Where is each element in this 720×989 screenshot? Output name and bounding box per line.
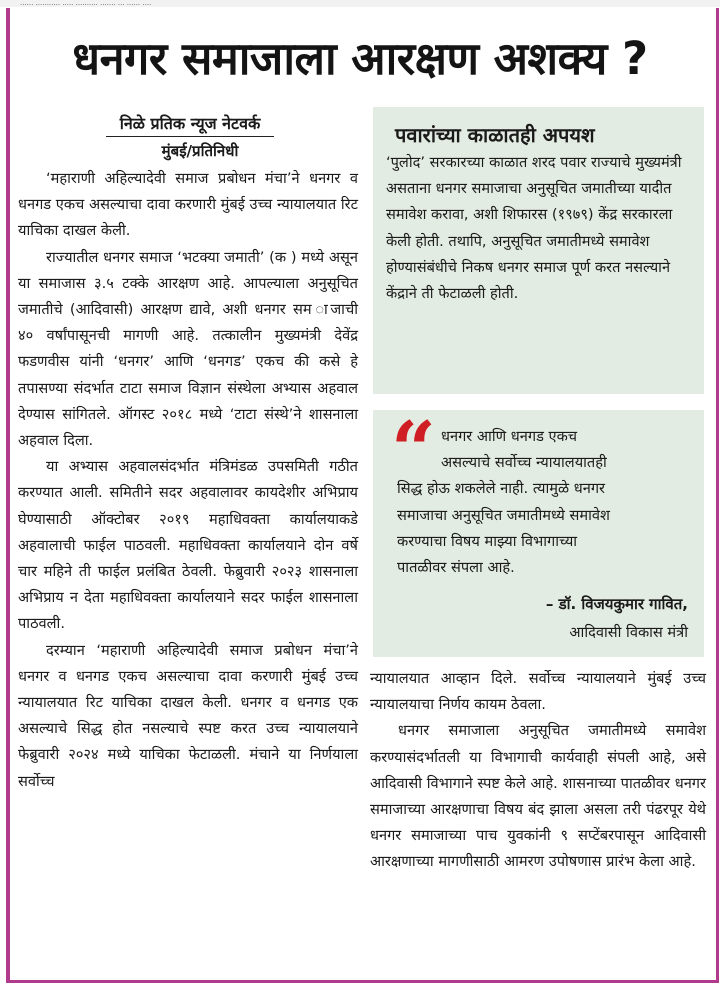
paragraph: ‘महाराणी अहिल्यादेवी समाज प्रबोधन मंचा’ने धनगर व धनगड एकच असल्याचा दावा करणारी मुंबई उच्च न्यायालयात रिट याचिका दाखल केली. bbox=[18, 170, 358, 240]
sidebar-title: पवारांच्या काळातही अपयश bbox=[395, 123, 595, 147]
quote-text bbox=[387, 424, 693, 581]
quote-line: करण्याचा विषय माझ्या विभागाच्या bbox=[397, 532, 578, 550]
byline bbox=[30, 112, 350, 161]
quote-speaker: – डॉ. विजयकुमार गावित, bbox=[545, 595, 688, 613]
quote-line: धनगर आणि धनगड एकच bbox=[441, 428, 578, 445]
quote-line: सिद्ध होऊ शकलेले नाही. त्यामुळे धनगर bbox=[397, 480, 606, 498]
paragraph: राज्यातील धनगर समाज ‘भटक्या जमाती’ (क ) मध्ये असून या समाजास ३.५ टक्के आरक्षण आहे. आपल्याला अनुसूचित जमातीचे (आदिवासी) आरक्षण द्यावे, अशी धनगर सम ाजाची ४० वर्षांपासूनची मागणी आहे. तत्कालीन मुख्यमंत्री देवेंद्र फडणवीस यांनी ‘धनगर’ आणि ‘धनगड’ एकच की कसे हे तपासण्या संदर्भात टाटा समाज विज्ञान संस्थेला अभ्यास अहवाल देण्यास सांगितले. ऑगस्ट २०१८ मध्ये ‘टाटा संस्थे’ने शासनाला अहवाल दिला. bbox=[18, 248, 358, 450]
frame-bottom-border bbox=[6, 980, 719, 983]
quote-box bbox=[373, 405, 704, 657]
quote-line: असल्याचे सर्वोच्च न्यायालयातही bbox=[441, 454, 607, 472]
paragraph: न्यायालयात आव्हान दिले. सर्वोच्च न्यायालयाने मुंबई उच्च न्यायालयाचा निर्णय कायम ठेवला. bbox=[370, 670, 706, 714]
quote-line: समाजाचा अनुसूचित जमातीमध्ये समावेश bbox=[397, 506, 610, 524]
quote-speaker-role: आदिवासी विकास मंत्री bbox=[569, 624, 688, 641]
sidebar-body: ‘पुलोद’ सरकारच्या काळात शरद पवार राज्याचे मुख्यमंत्री असताना धनगर समाजाचा अनुसूचित जमातीच्या यादीत समावेश करावा, अशी शिफारस (१९७९) केंद्र सरकारला केली होती. तथापि, अनुसूचित जमातीमध्ये समावेश होण्यासंबंधीचे निकष धनगर समाज पूर्ण करत नसल्याने केंद्राने ती फेटाळली होती. bbox=[386, 154, 682, 303]
top-strip-text: ...... ........... ..... .......... ....... ... ...... .... bbox=[20, 0, 152, 7]
frame-right-border bbox=[716, 8, 719, 983]
paragraph: दरम्यान ‘महाराणी अहिल्यादेवी समाज प्रबोधन मंचा’ने धनगर व धनगड एकच असल्याचा दावा करणारी मुंबई उच्च न्यायालयात रिट याचिका दाखल केली. धनगर व धनगड एक असल्याचे सिद्ध होत नसल्याचे स्पष्ट करत उच्च न्यायालयाने फेब्रुवारी २०२४ मध्ये याचिका फेटाळली. मंचाने या निर्णयाला सर्वोच्च bbox=[18, 641, 358, 790]
left-column bbox=[18, 166, 358, 795]
news-source: निळे प्रतिक न्यूज नेटवर्क bbox=[106, 112, 275, 137]
quote-mark-icon: “ bbox=[391, 405, 436, 496]
paragraph: या अभ्यास अहवालसंदर्भात मंत्रिमंडळ उपसमिती गठीत करण्यात आली. समितीने सदर अहवालावर कायदेशीर अभिप्राय घेण्यासाठी ऑक्टोबर २०१९ महाधिवक्ता कार्यालयाकडे अहवालाची फाईल पाठवली. महाधिवक्ता कार्यालयाने दोन वर्षे चार महिने ती फाईल प्रलंबित ठेवली. फेब्रुवारी २०२३ शासनाला अभिप्राय न देता महाधिवक्ता कार्यालयाने सदर फाईल शासनाला पाठवली. bbox=[18, 458, 358, 633]
headline: धनगर समाजाला आरक्षण अशक्य ? bbox=[72, 32, 648, 85]
dateline: मुंबई/प्रतिनिधी bbox=[161, 142, 239, 160]
frame-left-border bbox=[6, 8, 10, 983]
sidebar-box bbox=[373, 107, 704, 394]
right-column bbox=[370, 666, 706, 876]
quote-line: पातळीवर संपला आहे. bbox=[397, 559, 515, 577]
top-strip bbox=[0, 0, 720, 7]
paragraph: धनगर समाजाला अनुसूचित जमातीमध्ये समावेश करण्यासंदर्भातली या विभागाची कार्यवाही संपली आहे, असे आदिवासी विभागाने स्पष्ट केले आहे. शासनाच्या पातळीवर धनगर समाजाच्या आरक्षणाचा विषय बंद झाला असला तरी पंढरपूर येथे धनगर समाजाच्या पाच युवकांनी ९ सप्टेंबरपासून आदिवासी आरक्षणाच्या मागणीसाठी आमरण उपोषणास प्रारंभ केला आहे. bbox=[370, 722, 706, 871]
